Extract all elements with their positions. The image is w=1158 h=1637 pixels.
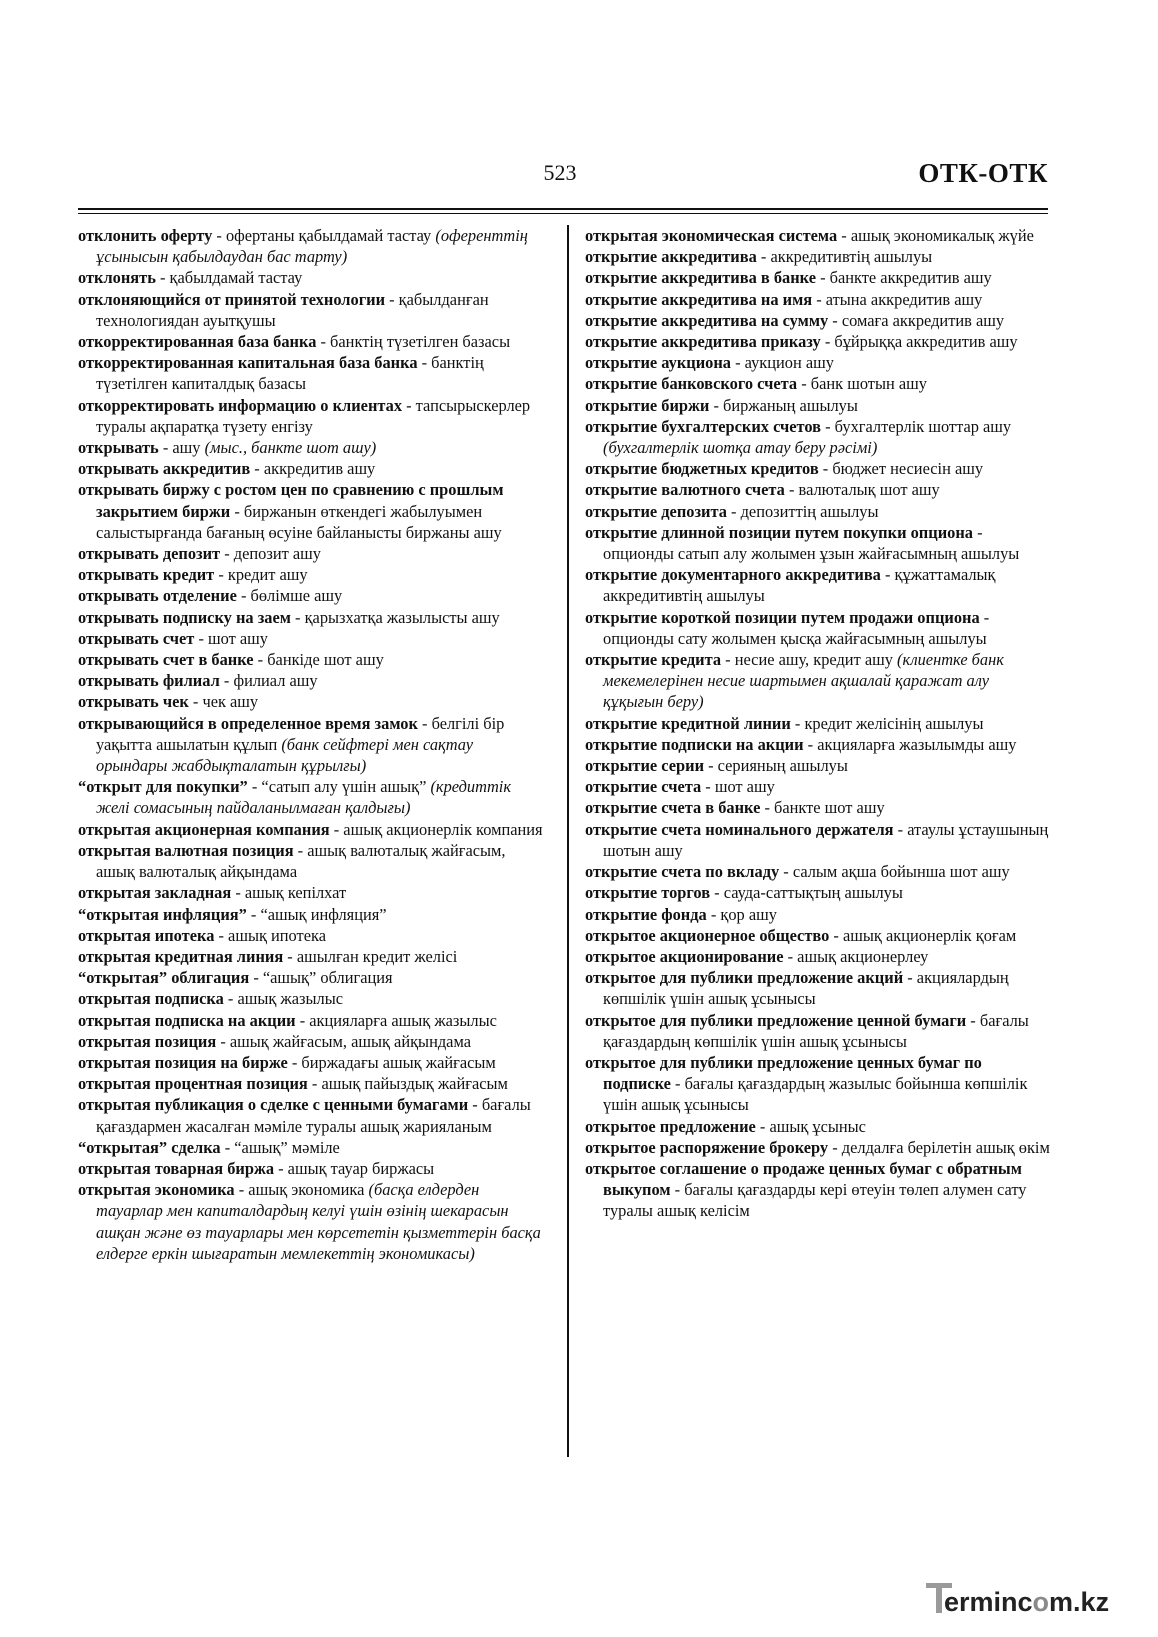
dictionary-entry [585, 1137, 1053, 1158]
dictionary-entry [585, 861, 1053, 882]
dictionary-entry [585, 289, 1053, 310]
entry-term: открытие бюджетных кредитов [585, 459, 819, 479]
entry-definition: - тапсырыскерлер туралы ақпаратқа түзету енгізу [96, 395, 531, 436]
entry-term: открытие аккредитива в банке [585, 268, 816, 288]
entry-term: открытое для публики предложение ценной бумаги [585, 1010, 967, 1030]
entry-term: открывать аккредитив [78, 459, 251, 479]
entry-definition: - акциялардың көпшілік үшін ашық ұсынысы [603, 968, 1009, 1009]
dictionary-entry [78, 607, 548, 628]
dictionary-entry [585, 797, 1053, 818]
entry-term: открытая закладная [78, 883, 232, 903]
dictionary-entry [78, 1010, 548, 1031]
entry-term: открытая экономическая система [585, 226, 838, 245]
right-column [585, 225, 1053, 1222]
dictionary-entry [585, 395, 1053, 416]
entry-term: “открыт для покупки” [78, 777, 248, 797]
entry-term: открытие счета в банке [585, 798, 761, 818]
page-number: 523 [543, 160, 577, 185]
entry-term: открытая подписка на акции [78, 1010, 296, 1030]
entry-definition: - ашық акционерлік қоғам [829, 925, 1017, 945]
dictionary-entry [78, 1073, 548, 1094]
entry-definition: - атына аккредитив ашу [812, 289, 983, 309]
entry-term: отклонить оферту [78, 226, 213, 245]
entry-definition: - құжаттамалық аккредитивтің ашылуы [603, 565, 996, 606]
entry-definition: - банкіде шот ашу [253, 650, 384, 670]
entry-definition: - опционды сатып алу жолымен ұзын жайғасымның ашылуы [603, 522, 1020, 564]
entry-definition: - қабылдамай тастау [155, 268, 303, 288]
entry-definition: - бағалы қағаздардың жазылыс бойынша көпшілік үшін ашық ұсынысы [603, 1074, 1028, 1115]
dictionary-entry [585, 925, 1053, 946]
entry-definition: - депозиттің ашылуы [726, 501, 879, 521]
entry-term: открытие кредитной линии [585, 713, 791, 733]
entry-term: “открытая инфляция” [78, 904, 247, 924]
entry-term: открытие счета [585, 777, 702, 797]
dictionary-entry [78, 925, 548, 946]
entry-definition: - ашық акционерлеу [783, 946, 929, 966]
dictionary-entry [585, 819, 1053, 861]
entry-term: открытое для публики предложение ценных бумаг по подписке [585, 1052, 982, 1094]
entry-definition: - бағалы қағаздарды кері өтеуін төлеп алумен сату туралы ашық келісім [603, 1180, 1027, 1221]
entry-term: открытие кредита [585, 650, 722, 670]
entry-definition: - “ашық” облигация [249, 968, 393, 988]
dictionary-entry [78, 437, 548, 458]
entry-definition: - опционды сату жолымен қысқа жайғасымның ашылуы [603, 607, 990, 648]
entry-term: открывать биржу с ростом цен по сравнению с прошлым закрытием биржи [78, 480, 504, 521]
dictionary-entry [585, 904, 1053, 925]
entry-note: (кредиттік желі сомасының пайдаланылмаған қалдығы) [96, 777, 512, 818]
entry-term: открывать счет в банке [78, 650, 254, 670]
entry-term: открывать подписку на заем [78, 607, 291, 627]
entry-definition: - банк шотын ашу [797, 374, 927, 394]
entry-definition: - кредит ашу [214, 565, 308, 585]
dictionary-entry [78, 776, 548, 818]
dictionary-entry [78, 331, 548, 352]
dictionary-entry [78, 395, 548, 437]
entry-definition: - аукцион ашу [730, 353, 834, 373]
entry-definition: - филиал ашу [219, 671, 318, 691]
entry-definition: - ашық валюталық жайғасым, ашық валюталық айқындама [96, 840, 506, 882]
entry-definition: - қор ашу [706, 904, 777, 924]
dictionary-entry [78, 628, 548, 649]
entry-note: (клиентке банк мекемелерінен несие шартымен ақшалай қаражат алу құқығын беру) [603, 650, 1004, 712]
dictionary-entry [78, 1179, 548, 1264]
entry-term: открытие серии [585, 756, 705, 776]
dictionary-entry [585, 564, 1053, 606]
entry-term: открывать счет [78, 628, 195, 648]
entry-definition: - белгілі бір уақытта ашылатын құлып [96, 713, 505, 754]
entry-note: (басқа елдерден тауарлар мен капиталдардың келуі үшін өзінің шекарасын ашқан және өз тауарлары мен көрсететін қызметтерін басқа елдерге еркін шығаратын мемлекеттің экономикасы) [96, 1180, 541, 1263]
entry-term: открытие счета по вкладу [585, 862, 780, 882]
entry-term: открытие документарного аккредитива [585, 565, 881, 585]
entry-definition: - валюталық шот ашу [784, 480, 940, 500]
dictionary-entry [78, 819, 548, 840]
entry-term: открытое акционирование [585, 946, 784, 966]
header-rule [78, 208, 1048, 210]
entry-term: открытая кредитная линия [78, 946, 284, 966]
dictionary-entry [585, 946, 1053, 967]
dictionary-entry [585, 607, 1053, 649]
dictionary-entry [78, 564, 548, 585]
dictionary-entry [78, 988, 548, 1009]
entry-term: открытое предложение [585, 1116, 756, 1136]
column-divider [567, 225, 569, 1457]
dictionary-entry [585, 882, 1053, 903]
dictionary-entry [78, 479, 548, 543]
entry-definition: - аккредитив ашу [250, 459, 376, 479]
entry-definition: - аккредитивтің ашылуы [756, 247, 933, 267]
entry-term: открытие торгов [585, 883, 711, 903]
dictionary-entry [585, 479, 1053, 500]
entry-definition: - бағалы қағаздардың көпшілік үшін ашық ұсынысы [603, 1010, 1029, 1051]
entry-term: открытое соглашение о продаже ценных бумаг с обратным выкупом [585, 1158, 1022, 1200]
entry-term: открытие аккредитива на имя [585, 289, 813, 309]
dictionary-entry [78, 649, 548, 670]
entry-definition: - ашық ипотека [214, 925, 326, 945]
dictionary-entry [78, 585, 548, 606]
entry-definition: - банкте аккредитив ашу [815, 268, 992, 288]
dictionary-entry [78, 1137, 548, 1158]
dictionary-entry [585, 1010, 1053, 1052]
entry-definition: - кредит желісінің ашылуы [790, 713, 984, 733]
dictionary-entry [78, 967, 548, 988]
entry-note: (мыс., банкте шот ашу) [204, 438, 377, 458]
dictionary-entry [78, 1158, 548, 1179]
entry-definition: - бұйрыққа аккредитив ашу [820, 332, 1018, 352]
dictionary-entry [585, 331, 1053, 352]
entry-term: откорректировать информацию о клиентах [78, 395, 403, 415]
entry-term: открывать филиал [78, 671, 220, 691]
entry-term: открывать чек [78, 692, 189, 712]
entry-definition: - ашық экономика [234, 1180, 369, 1200]
dictionary-entry [78, 691, 548, 712]
entry-definition: - акцияларға жазылымды ашу [803, 734, 1017, 754]
entry-term: отклонять [78, 268, 156, 288]
dictionary-entry [585, 776, 1053, 797]
entry-definition: - сауда-саттықтың ашылуы [710, 883, 903, 903]
entry-term: открывать [78, 438, 159, 458]
entry-term: открытие банковского счета [585, 374, 798, 394]
entry-definition: - чек ашу [188, 692, 259, 712]
dictionary-entry [78, 670, 548, 691]
entry-term: открытая акционерная компания [78, 819, 330, 839]
entry-term: открытие фонда [585, 904, 707, 924]
dictionary-entry [585, 1052, 1053, 1116]
dictionary-entry [78, 352, 548, 394]
dictionary-entry [585, 416, 1053, 458]
dictionary-entry [78, 882, 548, 903]
entry-term: открытая экономика [78, 1180, 235, 1200]
entry-definition: - серияның ашылуы [704, 756, 848, 776]
entry-definition: - “сатып алу үшін ашық” [247, 777, 431, 797]
entry-definition: - биржадағы ашық жайғасым [287, 1052, 496, 1072]
dictionary-entry [585, 713, 1053, 734]
entry-definition: - қабылданған технологиядан ауытқушы [96, 289, 489, 330]
entry-definition: - ашық жазылыс [223, 989, 343, 1009]
entry-definition: - бөлімше ашу [236, 586, 343, 606]
entry-term: “открытая” сделка [78, 1137, 221, 1157]
entry-term: открытая ипотека [78, 925, 215, 945]
entry-definition: - банктің түзетілген капиталдық базасы [96, 353, 484, 394]
dictionary-entry [585, 352, 1053, 373]
dictionary-entry [585, 734, 1053, 755]
entry-definition: - бухгалтерлік шоттар ашу [821, 416, 1012, 436]
dictionary-entry [585, 522, 1053, 564]
entry-term: открытое акционерное общество [585, 925, 830, 945]
dictionary-entry [585, 267, 1053, 288]
dictionary-entry [78, 543, 548, 564]
dictionary-entry [585, 225, 1053, 246]
entry-definition: - шот ашу [194, 628, 268, 648]
entry-note: (оференттің ұсынысын қабылдаудан бас тарту) [96, 226, 528, 267]
entry-term: открытое распоряжение брокеру [585, 1137, 829, 1157]
entry-term: открытие депозита [585, 501, 727, 521]
dictionary-entry [585, 373, 1053, 394]
dictionary-entry [585, 755, 1053, 776]
dictionary-entry [585, 967, 1053, 1009]
entry-term: открытие счета номинального держателя [585, 819, 894, 839]
header-rule-thin [78, 213, 1048, 214]
dictionary-entry [78, 1031, 548, 1052]
entry-definition: - бюджет несиесін ашу [818, 459, 984, 479]
entry-definition: - офертаны қабылдамай тастау [212, 226, 436, 245]
dictionary-entry [585, 501, 1053, 522]
entry-note: (бухгалтерлік шотқа атау беру рәсімі) [603, 438, 878, 458]
entry-term: открытая подписка [78, 989, 224, 1009]
entry-definition: - шот ашу [701, 777, 775, 797]
entry-definition: - биржанын өткендегі жабылуымен салыстырғанда бағаның өсуіне байланысты биржаны ашу [96, 501, 502, 542]
dictionary-entry [78, 289, 548, 331]
entry-term: открытие короткой позиции путем продажи опциона [585, 607, 980, 627]
dictionary-entry [78, 946, 548, 967]
dictionary-entry [585, 649, 1053, 713]
entry-term: открытие валютного счета [585, 480, 785, 500]
dictionary-entry [585, 1158, 1053, 1222]
entry-term: открытая публикация о сделке с ценными бумагами [78, 1095, 469, 1115]
dictionary-entry [78, 267, 548, 288]
dictionary-entry [78, 840, 548, 882]
entry-definition: - “ашық инфляция” [246, 904, 387, 924]
dictionary-entry [78, 1052, 548, 1073]
dictionary-entry [78, 713, 548, 777]
entry-definition: - “ашық” мәміле [220, 1137, 340, 1157]
entry-definition: - банктің түзетілген базасы [316, 332, 511, 352]
entry-term: открывать депозит [78, 544, 221, 564]
entry-note: (банк сейфтері мен сақтау орындары жабдықталатын құрылғы) [96, 734, 474, 776]
entry-definition: - салым ақша бойынша шот ашу [779, 862, 1010, 882]
left-column [78, 225, 548, 1264]
entry-definition: - ашу [158, 438, 205, 458]
entry-definition: - ашық жайғасым, ашық айқындама [216, 1031, 471, 1051]
entry-definition: - ашық экономикалық жүйе [837, 226, 1034, 245]
entry-definition: - биржаның ашылуы [709, 395, 858, 415]
entry-definition: - ашық ұсыныс [755, 1116, 866, 1136]
entry-definition: - ашылған кредит желісі [283, 946, 458, 966]
entry-term: открытое для публики предложение акций [585, 968, 904, 988]
entry-term: открытая товарная биржа [78, 1158, 275, 1178]
dictionary-entry [78, 225, 548, 267]
entry-term: открытие биржи [585, 395, 710, 415]
entry-term: откорректированная база банка [78, 332, 317, 352]
entry-term: открытие аккредитива [585, 247, 757, 267]
entry-definition: - сомаға аккредитив ашу [828, 310, 1005, 330]
entry-term: “открытая” облигация [78, 968, 250, 988]
entry-definition: - делдалға берілетін ашық өкім [828, 1137, 1050, 1157]
entry-term: открытая позиция [78, 1031, 217, 1051]
entry-term: откорректированная капитальная база банка [78, 353, 418, 373]
entry-definition: - атаулы ұстаушының шотын ашу [603, 819, 1049, 860]
entry-definition: - несие ашу, кредит ашу [721, 650, 898, 670]
entry-term: открытая валютная позиция [78, 840, 294, 860]
entry-term: открытие бухгалтерских счетов [585, 416, 822, 436]
dictionary-entry [585, 310, 1053, 331]
entry-definition: - ашық кепілхат [231, 883, 347, 903]
entry-term: отклоняющийся от принятой технологии [78, 289, 386, 309]
dictionary-entry [78, 904, 548, 925]
entry-definition: - акцияларға ашық жазылыс [295, 1010, 497, 1030]
entry-term: открывать кредит [78, 565, 215, 585]
entry-term: открытие аккредитива на сумму [585, 310, 829, 330]
entry-definition: - ашық пайыздық жайғасым [307, 1074, 508, 1094]
entry-definition: - ашық акционерлік компания [329, 819, 543, 839]
header-range: ОТК-ОТК [918, 158, 1048, 188]
entry-term: открытие длинной позиции путем покупки опциона [585, 522, 973, 542]
dictionary-entry [585, 458, 1053, 479]
entry-term: открывающийся в определенное время замок [78, 713, 418, 733]
entry-term: открытие аукциона [585, 353, 731, 373]
entry-definition: - ашық тауар биржасы [274, 1158, 435, 1178]
entry-term: открывать отделение [78, 586, 237, 606]
dictionary-entry [585, 246, 1053, 267]
dictionary-entry [585, 1116, 1053, 1137]
entry-definition: - бағалы қағаздармен жасалған мәміле туралы ашық жарияланым [96, 1095, 531, 1136]
termincom-logo [924, 1575, 1134, 1619]
entry-definition: - депозит ашу [220, 544, 321, 564]
entry-term: открытие аккредитива приказу [585, 332, 821, 352]
entry-term: открытие подписки на акции [585, 734, 804, 754]
dictionary-entry [78, 458, 548, 479]
entry-term: открытая процентная позиция [78, 1074, 308, 1094]
entry-term: открытая позиция на бирже [78, 1052, 288, 1072]
entry-definition: - банкте шот ашу [760, 798, 885, 818]
entry-definition: - қарызхатқа жазылысты ашу [290, 607, 500, 627]
svg-text:ermincom.kz: ermincom.kz [944, 1587, 1110, 1617]
dictionary-entry [78, 1094, 548, 1136]
